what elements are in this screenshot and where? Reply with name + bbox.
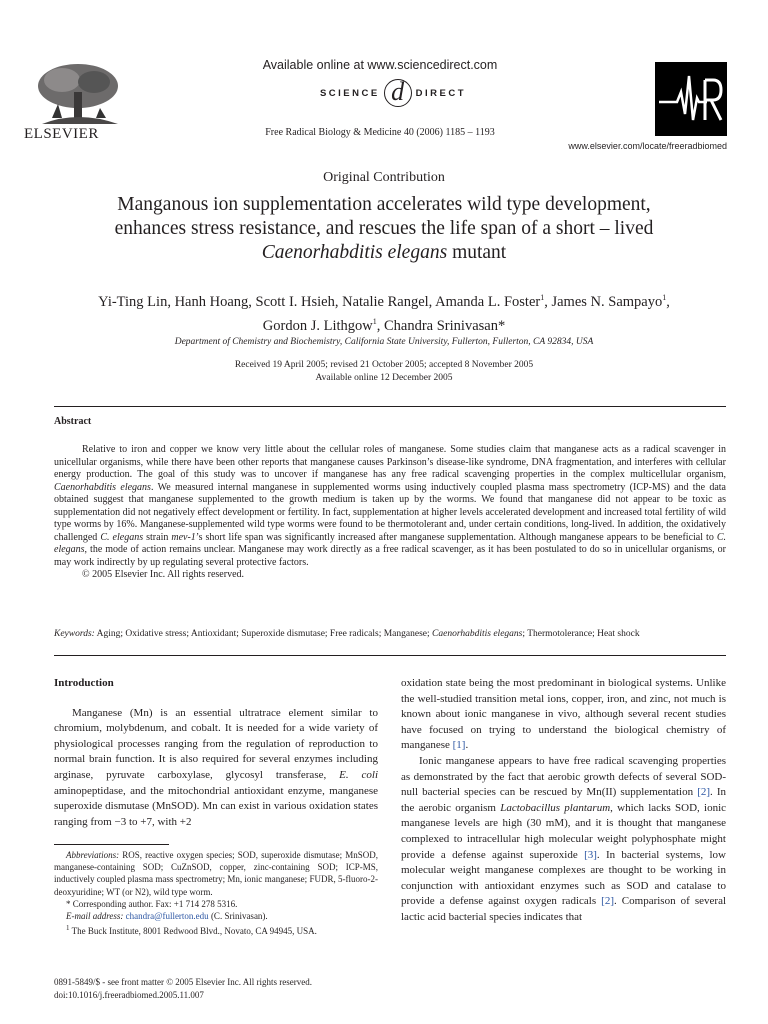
- divider-top: [54, 406, 726, 407]
- title-end: mutant: [452, 242, 507, 263]
- journal-url-link[interactable]: www.elsevier.com/locate/freeradbiomed: [568, 141, 727, 151]
- article-title: [40, 193, 728, 265]
- publisher-name: ELSEVIER: [24, 126, 99, 142]
- intro-text-2e: . Comparison of several lactic acid bacterial species indicates that: [401, 895, 727, 923]
- authors-line-2b: , Chandra Srinivasan: [376, 317, 498, 334]
- abstract-italic-2: C. elegans: [100, 531, 144, 543]
- abstract-heading: Abstract: [54, 416, 92, 427]
- abstract-text-1: Relative to iron and copper we know very little about the cellular roles of manganese. Some studies claim that manganese acts as a radical scavenger in unicellular organisms, while there have been other reports that manganese causes Parkinson’s disease-like syndrome, DNA fragmentation, and interferes with cellular energy production. The goal of this study was to uncover if manganese has any free radical scavenging properties in the complex multicellular organism,: [54, 444, 726, 480]
- abstract-paragraph: [54, 444, 726, 569]
- abstract-italic-1: Caenorhabditis elegans: [54, 481, 151, 493]
- abstract-text-2: . We measured internal manganese in supplemented worms using inductively coupled plasma mass spectrometry (ICP-MS) and the data obtained suggest that manganese supplemented to the growth medium is taken up by the worms. We found that manganese did not appear to be toxic as supplementation did not negatively effect development or fertility. In fact, supplementation at higher levels accelerated development and increased total fertility of wild type worms by 16%. Manganese-supplemented wild type worms were found to be thermotolerant and, under certain conditions, long-lived. In addition, the oxidatively challenged: [54, 481, 726, 543]
- footnotes: [54, 849, 378, 937]
- keywords-text-2: ; Thermotolerance; Heat shock: [522, 629, 640, 639]
- keywords-text-1: Aging; Oxidative stress; Antioxidant; Superoxide dismutase; Free radicals; Manganese;: [96, 629, 430, 639]
- abstract-text-3b: ’s short life span was significantly increased after manganese supplementation. Although manganese appears to be beneficial to: [195, 531, 714, 543]
- author-sup: 1: [372, 316, 377, 326]
- author-sup: 1: [662, 293, 667, 302]
- keywords-italic: Caenorhabditis elegans: [432, 629, 523, 639]
- body-column-right: [401, 676, 726, 926]
- abstract-text-3a: strain: [146, 531, 169, 543]
- intro-text-1c: oxidation state being the most predominant in biological systems. Unlike the well-studied transition metal ions, copper, iron, and zinc, not much is known about ionic manganese in vivo, although several recent studies have focused on trying to understand the biological chemistry of manganese: [401, 677, 726, 752]
- author-list: Yi-Ting Lin, Hanh Hoang, Scott I. Hsieh, Natalie Rangel, Amanda L. Foster$^1$, James N. Sampayo$^1$, Gordon J. Lithgow$^1$, Chandra Srinivasan*: [98, 293, 670, 334]
- citation-link[interactable]: [1]: [452, 739, 466, 752]
- intro-paragraph-2: [401, 754, 726, 926]
- available-date: Available online 12 December 2005: [315, 373, 453, 383]
- footnote-star: *: [66, 898, 71, 909]
- abstract-text-3c: , the mode of action remains unclear. Manganese may work directly as a free radical scavenger, as it has been postulated to do so in unicellular organisms, or may work indirectly by up regulating several protective factors.: [54, 544, 726, 568]
- intro-text-2a: Ionic manganese appears to have free radical scavenging properties as demonstrated by the fact that aerobic growth defects of several SOD-null bacterial species can be rescued by Mn(II) supplementation: [401, 754, 726, 799]
- intro-italic-2: Lactobacillus plantarum: [500, 801, 611, 814]
- email-name: (C. Srinivasan).: [210, 911, 268, 922]
- issn-line: 0891-5849/$ - see front matter © 2005 Elsevier Inc. All rights reserved.: [54, 977, 313, 987]
- intro-text-1b: aminopeptidase, and the mitochondrial antioxidant enzyme, manganese superoxide dismutase (MnSOD). Mn can exist in various oxidation states ranging from −3 to +7, with +2: [54, 784, 378, 828]
- sciencedirect-logo: [318, 78, 468, 108]
- title-line-2: enhances stress resistance, and rescues the life span of a short – lived: [114, 218, 654, 239]
- journal-logo: [655, 62, 727, 136]
- heartbeat-icon: [655, 62, 727, 136]
- affiliation-footnote: [54, 922, 378, 937]
- keywords-label: Keywords:: [54, 629, 95, 639]
- footnote-rule: [54, 844, 169, 845]
- intro-paragraph-1-cont: oxidation state being the most predominant in biological systems. Unlike the well-studied transition metal ions, copper, iron, and zinc, not much is known about ionic manganese in vivo, although several recent studies have focused on trying to understand the biological chemistry of manganese [1].: [401, 677, 726, 752]
- abstract-body: [54, 444, 726, 582]
- sciencedirect-left: SCIENCE: [319, 87, 380, 99]
- intro-text-2d: . In bacterial systems, low molecular weight manganese complexes are thought to be working in conjunction with antioxidant enzymes such as SOD and catalase to provide a defense against oxygen radicals: [401, 848, 726, 908]
- title-line-1: Manganous ion supplementation accelerates wild type development,: [117, 194, 651, 215]
- article-section-label: Original Contribution: [323, 170, 445, 185]
- corresponding-footnote: [54, 898, 378, 910]
- abstract-copyright: © 2005 Elsevier Inc. All rights reserved.: [82, 569, 245, 580]
- keywords: [54, 628, 726, 640]
- body-column-left: [54, 676, 378, 830]
- journal-citation: Free Radical Biology & Medicine 40 (2006) 1185 – 1193: [265, 127, 495, 138]
- citation-link[interactable]: [2]: [601, 895, 614, 908]
- intro-text-1a: Manganese (Mn) is an essential ultratrace element similar to chromium, molybdenum, and cobalt. It is needed for a wide variety of physiological processes ranging from the regulation of reproduction to normal brain function. It is also required for several enzymes including arginase, pyruvate carboxylase, glycosyl transferase,: [54, 706, 378, 781]
- introduction-heading: Introduction: [54, 677, 114, 689]
- intro-paragraph-1: [54, 706, 378, 831]
- intro-italic-1: E. coli: [339, 768, 379, 781]
- authors-line-1: Yi-Ting Lin, Hanh Hoang, Scott I. Hsieh, Natalie Rangel, Amanda L. Foster: [98, 293, 541, 310]
- front-matter: [54, 976, 378, 1001]
- sciencedirect-mark: d: [384, 79, 412, 107]
- authors-line-2a: Gordon J. Lithgow: [262, 317, 373, 334]
- divider-mid: [54, 655, 726, 656]
- affiliation: Department of Chemistry and Biochemistry, California State University, Fullerton, Fullerton, CA 92834, USA: [174, 337, 594, 347]
- intro-text-2b: . In the aerobic organism: [401, 786, 726, 814]
- abstract-italic-3: mev-1: [171, 531, 196, 543]
- author-sup: 1: [540, 293, 545, 302]
- email-footnote: [54, 910, 378, 922]
- email-link[interactable]: chandra@fullerton.edu: [125, 911, 209, 922]
- affiliation-footnote-text: The Buck Institute, 8001 Redwood Blvd., Novato, CA 94945, USA.: [71, 926, 317, 937]
- received-dates: Received 19 April 2005; revised 21 October 2005; accepted 8 November 2005: [234, 360, 534, 370]
- corresponding-text: Corresponding author. Fax: +1 714 278 5316.: [72, 898, 238, 909]
- citation-link[interactable]: [3]: [584, 848, 597, 861]
- article-dates: [40, 359, 728, 385]
- abbreviations-footnote: [54, 849, 378, 898]
- footnote-one: 1: [66, 924, 70, 933]
- title-italic: Caenorhabditis elegans: [261, 242, 448, 263]
- abstract-italic-4: C. elegans: [54, 531, 727, 555]
- email-label: E-mail address:: [66, 911, 124, 922]
- intro-text-2c: , which lacks SOD, ionic manganese levels are high (30 mM), and it is thought that manganese complexed to intracellular high molecular weight polyphosphate might provide a defense against superoxide: [401, 801, 727, 861]
- sciencedirect-right: DIRECT: [415, 87, 467, 99]
- doi-line[interactable]: doi:10.1016/j.freeradbiomed.2005.11.007: [54, 989, 204, 1000]
- authors-line-1b: , James N. Sampayo: [544, 293, 663, 310]
- abbreviations-label: Abbreviations:: [66, 850, 120, 860]
- citation-link[interactable]: [2]: [697, 786, 711, 799]
- available-online-text[interactable]: Available online at www.sciencedirect.com: [262, 58, 498, 72]
- abbreviations-text: ROS, reactive oxygen species; SOD, superoxide dismutase; MnSOD, manganese-containing SOD; CuZnSOD, copper, zinc-containing SOD; ICP-MS, inductively coupled plasma mass spectrometry; Mn, ionic manganese; FUDR, 5-fluoro-2-deoxyuridine; WT (or N2), wild type worm.: [54, 850, 378, 897]
- corresponding-star[interactable]: *: [497, 317, 506, 334]
